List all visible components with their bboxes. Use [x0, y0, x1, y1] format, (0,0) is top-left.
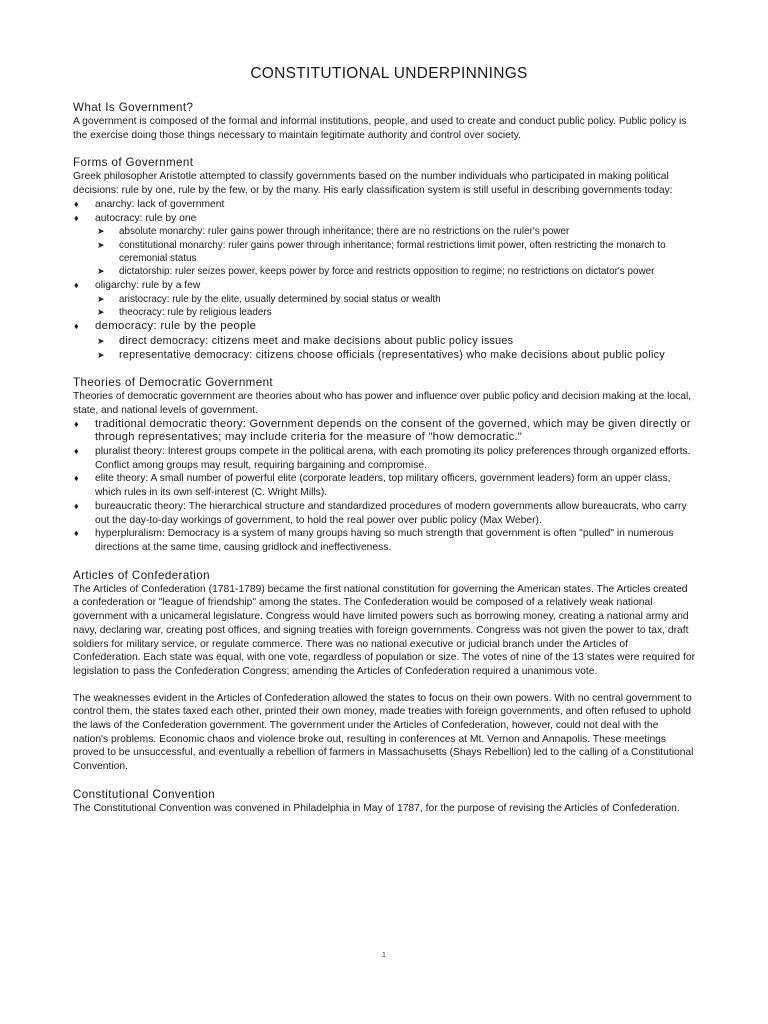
diamond-bullet-icon: ♦	[74, 212, 79, 223]
arrow-bullet-icon: ➤	[97, 335, 105, 346]
sub-list	[95, 293, 695, 320]
arrow-bullet-icon: ➤	[97, 306, 105, 317]
section-heading: Constitutional Convention	[73, 787, 216, 801]
diamond-bullet-icon: ♦	[74, 198, 79, 209]
sub-list	[95, 334, 695, 362]
section-heading: Theories of Democratic Government	[73, 376, 274, 390]
list-item: ♦ democracy: rule by the people ➤ direct democracy: citizens meet and make decisions about public policy issues ➤ representative democracy: citizens choose officials (representatives) who make decisions about public policy	[73, 319, 695, 362]
theory-term: elite theory:	[95, 473, 149, 485]
diamond-bullet-icon: ♦	[74, 500, 79, 511]
arrow-bullet-icon: ➤	[97, 266, 105, 277]
list-item: ♦ pluralist theory: Interest groups compete in the political arena, with each promoting its policy preferences through organized efforts. Conflict among groups may result, requiring bargaining and compromise.	[74, 446, 691, 471]
section-forms-of-government	[73, 156, 695, 362]
sub-list-item: ➤ dictatorship: ruler seizes power, keeps power by force and restricts opposition to regime; no restrictions on dictator's power	[97, 266, 655, 278]
arrow-bullet-icon: ➤	[97, 239, 105, 250]
arrow-bullet-icon: ➤	[97, 226, 105, 237]
diamond-bullet-icon: ♦	[74, 473, 79, 484]
list-item: ♦ bureaucratic theory: The hierarchical structure and standardized procedures of modern governments allow bureaucrats, who carry out the day-to-day workings of government, to hold the real power over public policy (Max Weber).	[74, 500, 687, 526]
diamond-bullet-icon: ♦	[74, 321, 79, 332]
arrow-bullet-icon: ➤	[97, 350, 105, 361]
sub-list-item: ➤ constitutional monarchy: ruler gains power through inheritance; formal restrictions limit power, often restricting the monarch to ceremonial status	[97, 239, 666, 265]
section-articles-of-confederation	[73, 569, 695, 774]
sub-list-item: ➤ absolute monarchy: ruler gains power through inheritance; there are no restrictions on the ruler's power	[97, 226, 570, 238]
list-item: ♦ anarchy: lack of government	[74, 198, 225, 210]
section-paragraph: The Constitutional Convention was convened in Philadelphia in May of 1787, for the purpose of revising the Articles of Confederation.	[73, 802, 680, 814]
section-paragraph: Greek philosopher Aristotle attempted to classify governments based on the number individuals who participated in making political decisions: rule by one, rule by the few, or by the many. His early classification system is still useful in describing governments today:	[73, 171, 673, 197]
section-theories	[73, 376, 695, 554]
sub-list-item: ➤ theocracy: rule by religious leaders	[97, 306, 272, 318]
list-item: ♦ hyperpluralism: Democracy is a system of many groups having so much strength that government is often "pulled" in numerous directions at the same time, causing gridlock and ineffectiveness.	[74, 528, 674, 553]
document-page	[73, 64, 695, 830]
section-paragraph: The Articles of Confederation (1781-1789) became the first national constitution for governing the American states. The Articles created a confederation or "league of friendship" among the states. The Confederation would be composed of a relatively weak national government with a unicameral legislature. Congress would have limited powers such as borrowing money, creating a national army and navy, declaring war, creating post offices, and signing treaties with foreign governments. Congress was not given the power to tax, draft soldiers for military service, or regulate commerce. There was no national executive or judicial branch under the Articles of Confederation. Each state was equal, with one vote, regardless of population or size. The votes of nine of the 13 states were required for legislation to pass the Confederation Congress; amending the Articles of Confederation required a unanimous vote.	[73, 583, 695, 677]
section-what-is-government	[73, 101, 695, 142]
arrow-bullet-icon: ➤	[97, 293, 105, 304]
page-number: 1	[382, 952, 386, 959]
section-constitutional-convention	[73, 788, 695, 816]
theory-term: bureaucratic theory:	[95, 500, 187, 512]
sub-list-item: ➤ representative democracy: citizens choose officials (representatives) who make decisions about public policy	[97, 349, 665, 362]
diamond-bullet-icon: ♦	[74, 279, 79, 290]
diamond-bullet-icon: ♦	[74, 528, 79, 539]
section-heading: Articles of Confederation	[73, 568, 210, 582]
list-item: ♦ traditional democratic theory: Government depends on the consent of the governed, which may be given directly or through representatives; may include criteria for the measure of "how democratic."	[74, 417, 691, 444]
sub-list-item: ➤ aristocracy: rule by the elite, usually determined by social status or wealth	[97, 293, 441, 305]
theory-term: traditional democratic theory:	[95, 417, 247, 430]
section-paragraph: The weaknesses evident in the Articles of Confederation allowed the states to focus on their own powers. With no central government to control them, the states taxed each other, printed their own money, made treaties with foreign governments, and often refused to uphold the laws of the Confederation government. The government under the Articles of Confederation, however, could not deal with the nation's problems. Economic chaos and violence broke out, resulting in conferences at Mt. Vernon and Annapolis. These meetings proved to be unsuccessful, and eventually a rebellion of farmers in Massachusetts (Shays Rebellion) led to the calling of a Constitutional Convention.	[73, 692, 694, 773]
diamond-bullet-icon: ♦	[74, 418, 79, 429]
diamond-bullet-icon: ♦	[74, 446, 79, 457]
section-heading: What Is Government?	[73, 101, 194, 114]
section-paragraph: A government is composed of the formal and informal institutions, people, and used to create and conduct public policy. Public policy is the exercise doing those things necessary to maintain legitimate authority and control over society.	[73, 116, 687, 141]
sub-list-item: ➤ direct democracy: citizens meet and make decisions about public policy issues	[97, 334, 514, 347]
document-title: CONSTITUTIONAL UNDERPINNINGS	[250, 65, 528, 82]
list-item: ♦ autocracy: rule by one ➤ absolute monarchy: ruler gains power through inheritance; there are no restrictions on the ruler's power ➤ constitutional monarchy: ruler gains power through inheritance; formal restrictions limit power, often restricting the monarch to ceremonial status ➤ dictatorship: ruler seizes power, keeps power by force and restricts opposition to regime; no restrictions on dictator's power	[73, 212, 695, 279]
forms-list	[73, 198, 695, 362]
theory-term: hyperpluralism:	[95, 528, 165, 540]
theory-term: pluralist theory:	[95, 446, 165, 458]
section-paragraph: Theories of democratic government are theories about who has power and influence over public policy and decision making at the local, state, and national levels of government.	[73, 391, 692, 416]
list-item: ♦ oligarchy: rule by a few ➤ aristocracy: rule by the elite, usually determined by social status or wealth ➤ theocracy: rule by religious leaders	[73, 279, 695, 320]
theories-list	[73, 418, 695, 555]
section-heading: Forms of Government	[73, 156, 194, 170]
list-item: ♦ elite theory: A small number of powerful elite (corporate leaders, top military officers, government leaders) form an upper class, which rules in its own self-interest (C. Wright Mills).	[74, 473, 671, 499]
sub-list	[95, 225, 695, 279]
